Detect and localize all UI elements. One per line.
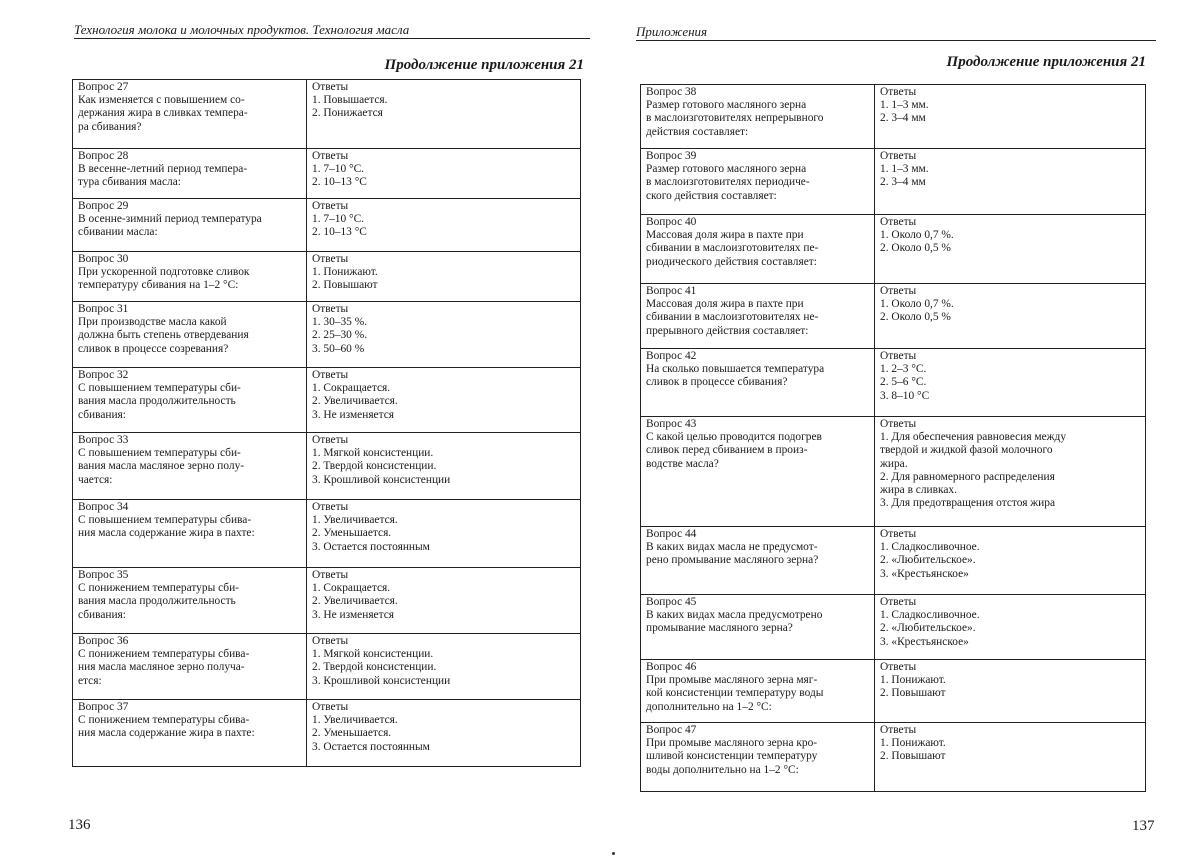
answers-cell bbox=[875, 149, 1146, 215]
answer-option: 2. 5–6 °С. bbox=[880, 376, 1141, 389]
question-title: Вопрос 29 bbox=[78, 200, 302, 213]
question-row bbox=[641, 595, 1146, 660]
question-text-line: сбивании в маслоизготовителях пе- bbox=[646, 242, 870, 255]
answers-cell bbox=[875, 349, 1146, 417]
answer-option: 1. Увеличивается. bbox=[312, 714, 576, 727]
answers-cell bbox=[875, 85, 1146, 149]
answers-title: Ответы bbox=[312, 569, 576, 582]
question-row bbox=[641, 349, 1146, 417]
question-text-line: С понижением температуры сбива- bbox=[78, 648, 302, 661]
question-title: Вопрос 40 bbox=[646, 216, 870, 229]
question-cell bbox=[73, 568, 307, 634]
answer-option: 2. Уменьшается. bbox=[312, 727, 576, 740]
question-title: Вопрос 28 bbox=[78, 150, 302, 163]
answer-option: 2. 3–4 мм bbox=[880, 176, 1141, 189]
question-title: Вопрос 32 bbox=[78, 369, 302, 382]
answer-option: 3. 8–10 °С bbox=[880, 390, 1141, 403]
question-text-line: водстве масла? bbox=[646, 458, 870, 471]
answer-option: 2. «Любительское». bbox=[880, 554, 1141, 567]
question-cell bbox=[73, 252, 307, 302]
question-text-line: ния масла содержание жира в пахте: bbox=[78, 727, 302, 740]
answers-title: Ответы bbox=[312, 369, 576, 382]
question-cell bbox=[641, 417, 875, 527]
question-text-line: При промыве масляного зерна кро- bbox=[646, 737, 870, 750]
question-text-line: Массовая доля жира в пахте при bbox=[646, 298, 870, 311]
answer-option: 2. Около 0,5 % bbox=[880, 242, 1141, 255]
question-cell bbox=[641, 149, 875, 215]
left-continuation-title: Продолжение приложения 21 bbox=[385, 57, 584, 74]
question-row bbox=[73, 568, 581, 634]
question-title: Вопрос 27 bbox=[78, 81, 302, 94]
question-row bbox=[641, 417, 1146, 527]
answer-option: 1. 7–10 °С. bbox=[312, 163, 576, 176]
answers-cell bbox=[875, 417, 1146, 527]
question-text-line: вания масла масляное зерно полу- bbox=[78, 460, 302, 473]
question-row bbox=[641, 660, 1146, 723]
answers-title: Ответы bbox=[880, 596, 1141, 609]
question-cell bbox=[641, 215, 875, 284]
answers-title: Ответы bbox=[880, 86, 1141, 99]
question-title: Вопрос 36 bbox=[78, 635, 302, 648]
right-page bbox=[600, 0, 1200, 857]
left-page bbox=[0, 0, 600, 857]
answer-option: 2. 25–30 %. bbox=[312, 329, 576, 342]
answers-cell bbox=[307, 700, 581, 767]
question-title: Вопрос 45 bbox=[646, 596, 870, 609]
question-cell bbox=[641, 85, 875, 149]
question-cell bbox=[73, 199, 307, 252]
answer-option: 1. Около 0,7 %. bbox=[880, 298, 1141, 311]
question-row bbox=[73, 149, 581, 199]
question-text-line: В каких видах масла предусмотрено bbox=[646, 609, 870, 622]
question-text-line: С повышением температуры сбива- bbox=[78, 514, 302, 527]
question-text-line: ния масла масляное зерно получа- bbox=[78, 661, 302, 674]
answers-title: Ответы bbox=[880, 528, 1141, 541]
answer-option: 3. Не изменяется bbox=[312, 409, 576, 422]
question-text-line: Размер готового масляного зерна bbox=[646, 99, 870, 112]
question-cell bbox=[641, 527, 875, 595]
question-text-line: вания масла продолжительность bbox=[78, 395, 302, 408]
question-text-line: С какой целью проводится подогрев bbox=[646, 431, 870, 444]
question-row bbox=[641, 215, 1146, 284]
answers-title: Ответы bbox=[880, 418, 1141, 431]
question-text-line: вания масла продолжительность bbox=[78, 595, 302, 608]
answer-option: 2. 10–13 °С bbox=[312, 226, 576, 239]
answers-cell bbox=[307, 568, 581, 634]
answers-title: Ответы bbox=[312, 253, 576, 266]
question-text-line: воды дополнительно на 1–2 °С: bbox=[646, 764, 870, 777]
question-text-line: ется: bbox=[78, 675, 302, 688]
question-text-line: В осенне-зимний период температура bbox=[78, 213, 302, 226]
answer-option: 2. Около 0,5 % bbox=[880, 311, 1141, 324]
answers-title: Ответы bbox=[880, 150, 1141, 163]
question-text-line: ра сбивания? bbox=[78, 121, 302, 134]
right-page-number: 137 bbox=[1132, 818, 1155, 835]
question-row bbox=[641, 85, 1146, 149]
question-text-line: держания жира в сливках темпера- bbox=[78, 107, 302, 120]
question-cell bbox=[641, 349, 875, 417]
answer-option: 3. Остается постоянным bbox=[312, 541, 576, 554]
answer-option: 3. Крошливой консистенции bbox=[312, 675, 576, 688]
question-row bbox=[641, 149, 1146, 215]
left-page-number: 136 bbox=[68, 817, 91, 834]
question-text-line: сливок в процессе созревания? bbox=[78, 343, 302, 356]
question-title: Вопрос 38 bbox=[646, 86, 870, 99]
question-text-line: в маслоизготовителях периодиче- bbox=[646, 176, 870, 189]
question-title: Вопрос 44 bbox=[646, 528, 870, 541]
question-text-line: тура сбивания масла: bbox=[78, 176, 302, 189]
question-text-line: В каких видах масла не предусмот- bbox=[646, 541, 870, 554]
answers-cell bbox=[875, 284, 1146, 349]
question-title: Вопрос 41 bbox=[646, 285, 870, 298]
answer-option: 3. «Крестьянское» bbox=[880, 636, 1141, 649]
question-text-line: чается: bbox=[78, 474, 302, 487]
answers-cell bbox=[875, 660, 1146, 723]
answer-option: твердой и жидкой фазой молочного bbox=[880, 444, 1141, 457]
question-title: Вопрос 39 bbox=[646, 150, 870, 163]
question-text-line: С повышением температуры сби- bbox=[78, 382, 302, 395]
right-continuation-title: Продолжение приложения 21 bbox=[947, 54, 1146, 71]
question-title: Вопрос 42 bbox=[646, 350, 870, 363]
answers-cell bbox=[307, 433, 581, 500]
question-text-line: На сколько повышается температура bbox=[646, 363, 870, 376]
question-text-line: риодического действия составляет: bbox=[646, 256, 870, 269]
question-title: Вопрос 46 bbox=[646, 661, 870, 674]
answer-option: 1. Около 0,7 %. bbox=[880, 229, 1141, 242]
answer-option: 1. Сладкосливочное. bbox=[880, 609, 1141, 622]
question-text-line: сбивания: bbox=[78, 409, 302, 422]
gutter-dot bbox=[612, 852, 615, 855]
left-running-head: Технология молока и молочных продуктов. Технология масла bbox=[74, 22, 590, 39]
question-text-line: дополнительно на 1–2 °С: bbox=[646, 701, 870, 714]
question-cell bbox=[73, 149, 307, 199]
question-text-line: действия составляет: bbox=[646, 126, 870, 139]
answer-option: 2. Твердой консистенции. bbox=[312, 661, 576, 674]
answer-option: жира. bbox=[880, 458, 1141, 471]
answer-option: 1. Сладкосливочное. bbox=[880, 541, 1141, 554]
question-cell bbox=[73, 433, 307, 500]
answers-cell bbox=[307, 80, 581, 149]
question-text-line: Массовая доля жира в пахте при bbox=[646, 229, 870, 242]
question-cell bbox=[73, 302, 307, 368]
answers-title: Ответы bbox=[880, 724, 1141, 737]
answers-title: Ответы bbox=[312, 303, 576, 316]
answer-option: 2. Повышают bbox=[880, 750, 1141, 763]
answer-option: 1. 7–10 °С. bbox=[312, 213, 576, 226]
question-title: Вопрос 34 bbox=[78, 501, 302, 514]
question-title: Вопрос 31 bbox=[78, 303, 302, 316]
answers-cell bbox=[875, 527, 1146, 595]
question-row bbox=[73, 252, 581, 302]
answer-option: 1. 30–35 %. bbox=[312, 316, 576, 329]
answer-option: 2. Увеличивается. bbox=[312, 595, 576, 608]
answers-title: Ответы bbox=[312, 501, 576, 514]
question-row bbox=[73, 302, 581, 368]
answers-cell bbox=[307, 368, 581, 433]
answer-option: жира в сливках. bbox=[880, 484, 1141, 497]
question-text-line: В весенне-летний период темпера- bbox=[78, 163, 302, 176]
question-text-line: С повышением температуры сби- bbox=[78, 447, 302, 460]
answer-option: 2. 3–4 мм bbox=[880, 112, 1141, 125]
answer-option: 1. Понижают. bbox=[880, 737, 1141, 750]
question-text-line: ского действия составляет: bbox=[646, 190, 870, 203]
answer-option: 1. 1–3 мм. bbox=[880, 99, 1141, 112]
question-text-line: Как изменяется с повышением со- bbox=[78, 94, 302, 107]
question-text-line: промывание масляного зерна? bbox=[646, 622, 870, 635]
question-row bbox=[641, 527, 1146, 595]
question-row bbox=[73, 634, 581, 700]
question-cell bbox=[73, 634, 307, 700]
question-row bbox=[641, 284, 1146, 349]
answer-option: 1. Увеличивается. bbox=[312, 514, 576, 527]
question-cell bbox=[641, 723, 875, 792]
answers-title: Ответы bbox=[880, 661, 1141, 674]
question-text-line: С понижением температуры сбива- bbox=[78, 714, 302, 727]
left-question-table bbox=[72, 79, 581, 767]
answer-option: 1. Сокращается. bbox=[312, 582, 576, 595]
question-text-line: При ускоренной подготовке сливок bbox=[78, 266, 302, 279]
answer-option: 1. Понижают. bbox=[312, 266, 576, 279]
answer-option: 2. Уменьшается. bbox=[312, 527, 576, 540]
question-text-line: сливок перед сбиванием в произ- bbox=[646, 444, 870, 457]
answers-title: Ответы bbox=[312, 635, 576, 648]
question-text-line: При производстве масла какой bbox=[78, 316, 302, 329]
question-row bbox=[641, 723, 1146, 792]
answers-title: Ответы bbox=[880, 285, 1141, 298]
question-cell bbox=[73, 500, 307, 568]
question-row bbox=[73, 700, 581, 767]
question-title: Вопрос 35 bbox=[78, 569, 302, 582]
question-title: Вопрос 30 bbox=[78, 253, 302, 266]
answer-option: 1. 2–3 °С. bbox=[880, 363, 1141, 376]
question-text-line: С понижением температуры сби- bbox=[78, 582, 302, 595]
question-cell bbox=[73, 700, 307, 767]
answer-option: 2. Увеличивается. bbox=[312, 395, 576, 408]
answers-title: Ответы bbox=[312, 150, 576, 163]
answers-cell bbox=[875, 595, 1146, 660]
question-text-line: сбивании масла: bbox=[78, 226, 302, 239]
answer-option: 1. Повышается. bbox=[312, 94, 576, 107]
question-text-line: Размер готового масляного зерна bbox=[646, 163, 870, 176]
answers-title: Ответы bbox=[880, 216, 1141, 229]
answer-option: 2. Для равномерного распределения bbox=[880, 471, 1141, 484]
question-text-line: в маслоизготовителях непрерывного bbox=[646, 112, 870, 125]
question-text-line: рено промывание масляного зерна? bbox=[646, 554, 870, 567]
answers-cell bbox=[875, 723, 1146, 792]
answer-option: 2. 10–13 °С bbox=[312, 176, 576, 189]
question-text-line: кой консистенции температуру воды bbox=[646, 687, 870, 700]
question-cell bbox=[641, 660, 875, 723]
right-running-head: Приложения bbox=[636, 24, 1156, 41]
answer-option: 1. Для обеспечения равновесия между bbox=[880, 431, 1141, 444]
question-cell bbox=[641, 284, 875, 349]
question-text-line: сливок в процессе сбивания? bbox=[646, 376, 870, 389]
answer-option: 3. «Крестьянское» bbox=[880, 568, 1141, 581]
question-row bbox=[73, 80, 581, 149]
answer-option: 3. 50–60 % bbox=[312, 343, 576, 356]
question-cell bbox=[73, 80, 307, 149]
answer-option: 3. Остается постоянным bbox=[312, 741, 576, 754]
question-title: Вопрос 37 bbox=[78, 701, 302, 714]
question-row bbox=[73, 199, 581, 252]
answers-cell bbox=[307, 302, 581, 368]
answers-cell bbox=[307, 500, 581, 568]
question-text-line: шливой консистенции температуру bbox=[646, 750, 870, 763]
right-question-table bbox=[640, 84, 1146, 792]
answer-option: 2. Твердой консистенции. bbox=[312, 460, 576, 473]
answers-title: Ответы bbox=[880, 350, 1141, 363]
question-text-line: должна быть степень отвердевания bbox=[78, 329, 302, 342]
question-row bbox=[73, 433, 581, 500]
answers-cell bbox=[307, 252, 581, 302]
answer-option: 1. Понижают. bbox=[880, 674, 1141, 687]
answers-title: Ответы bbox=[312, 701, 576, 714]
question-text-line: сбивания: bbox=[78, 609, 302, 622]
answer-option: 3. Не изменяется bbox=[312, 609, 576, 622]
answer-option: 3. Крошливой консистенции bbox=[312, 474, 576, 487]
answer-option: 2. «Любительское». bbox=[880, 622, 1141, 635]
answers-title: Ответы bbox=[312, 434, 576, 447]
question-text-line: прерывного действия составляет: bbox=[646, 325, 870, 338]
answers-cell bbox=[307, 634, 581, 700]
question-row bbox=[73, 368, 581, 433]
answer-option: 2. Повышают bbox=[312, 279, 576, 292]
question-text-line: сбивании в маслоизготовителях не- bbox=[646, 311, 870, 324]
answer-option: 1. Сокращается. bbox=[312, 382, 576, 395]
question-cell bbox=[73, 368, 307, 433]
answer-option: 1. Мягкой консистенции. bbox=[312, 447, 576, 460]
question-row bbox=[73, 500, 581, 568]
answer-option: 1. 1–3 мм. bbox=[880, 163, 1141, 176]
answers-title: Ответы bbox=[312, 200, 576, 213]
answer-option: 3. Для предотвращения отстоя жира bbox=[880, 497, 1141, 510]
question-cell bbox=[641, 595, 875, 660]
answers-cell bbox=[875, 215, 1146, 284]
question-title: Вопрос 33 bbox=[78, 434, 302, 447]
answer-option: 1. Мягкой консистенции. bbox=[312, 648, 576, 661]
answers-cell bbox=[307, 149, 581, 199]
answers-cell bbox=[307, 199, 581, 252]
question-text-line: При промыве масляного зерна мяг- bbox=[646, 674, 870, 687]
question-title: Вопрос 47 bbox=[646, 724, 870, 737]
answer-option: 2. Повышают bbox=[880, 687, 1141, 700]
answer-option: 2. Понижается bbox=[312, 107, 576, 120]
question-title: Вопрос 43 bbox=[646, 418, 870, 431]
question-text-line: температуру сбивания на 1–2 °С: bbox=[78, 279, 302, 292]
answers-title: Ответы bbox=[312, 81, 576, 94]
question-text-line: ния масла содержание жира в пахте: bbox=[78, 527, 302, 540]
